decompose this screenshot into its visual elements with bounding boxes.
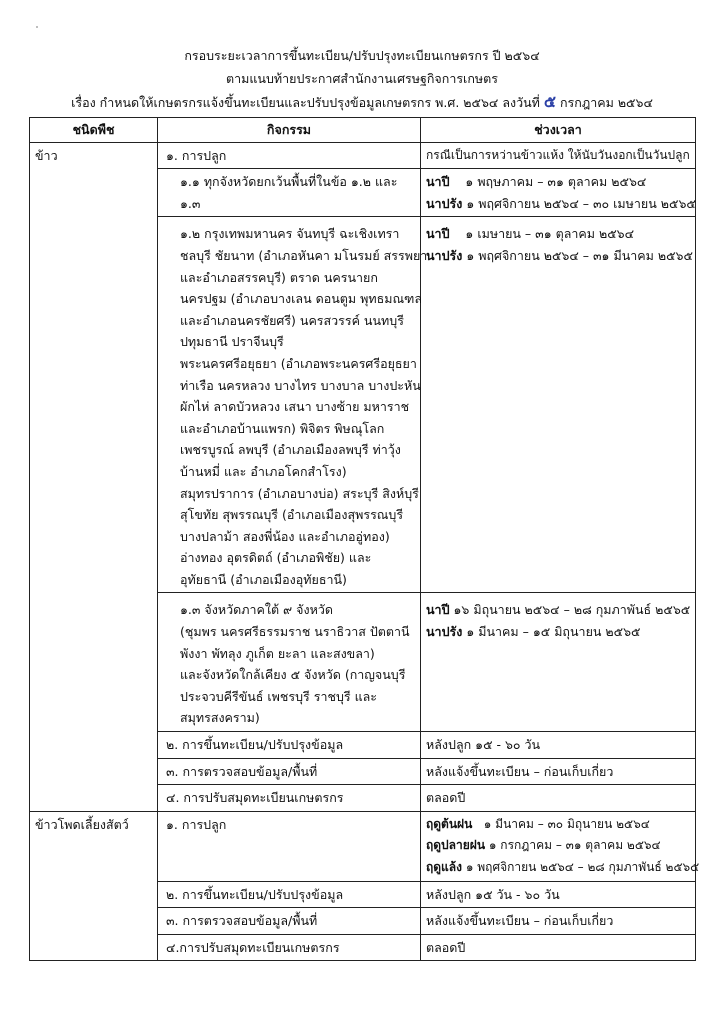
period-zone-2 [421,217,696,593]
activity-planting: ๑. การปลูก [158,811,421,881]
document-header [0,44,724,114]
header-subject-suffix: กรกฎาคม ๒๕๖๔ [559,95,653,110]
season-label: นาปี [426,226,450,242]
activity-register: ๒. การขึ้นทะเบียน/ปรับปรุงข้อมูล [158,881,421,908]
season-label: ฤดูปลายฝน [426,838,486,853]
zone-2-line: ท่าเรือ นครหลวง บางไทร บางบาล บางปะหัน [180,377,421,393]
zone-2-line: สมุทรปราการ (อำเภอบางบ่อ) สระบุรี สิงห์บุรี [180,485,419,501]
zone-3-line: และจังหวัดใกล้เคียง ๕ จังหวัด (กาญจนบุรี [180,667,406,683]
activity-zone-2 [158,217,428,593]
schedule-table [29,117,700,961]
period-register: หลังปลูก ๑๕ วัน - ๖๐ วัน [421,881,696,908]
zone-2-line: และอำเภอสรรคบุรี) ตราด นครนายก [180,269,378,285]
activity-planting: ๑. การปลูก [158,142,421,169]
zone-2-line: และอำเภอบ้านแพรก) พิจิตร พิษณุโลก [180,420,385,436]
period-planting-note: กรณีเป็นการหว่านข้าวแห้ง ให้นับวันงอกเป็นวันปลูก [421,142,696,169]
season-label: ฤดูต้นฝน [426,816,473,831]
zone-2-line: บ้านหมี่ และ อำเภอโคกสำโรง) [180,463,347,479]
col-header-crop: ชนิดพืช [30,118,158,143]
activity-register: ๒. การขึ้นทะเบียน/ปรับปรุงข้อมูล [158,732,421,759]
period-zone-3 [421,593,696,732]
activity-update-book: ๔. การปรับสมุดทะเบียนเกษตรกร [158,785,421,812]
zone-2-line: เพชรบูรณ์ ลพบุรี (อำเภอเมืองลพบุรี ท่าวุ้ง [180,442,401,458]
season-value: ๑๖ มิถุนายน ๒๕๖๔ – ๒๘ กุมภาพันธ์ ๒๕๖๕ [453,602,691,618]
col-header-period: ช่วงเวลา [421,118,696,143]
header-subject-prefix: เรื่อง กำหนดให้เกษตรกรแจ้งขึ้นทะเบียนและปรับปรุงข้อมูลเกษตรกร พ.ศ. ๒๕๖๔ ลงวันที่ [71,95,540,110]
table-row [30,811,696,881]
activity-verify: ๓. การตรวจสอบข้อมูล/พื้นที่ [158,758,421,785]
period-update-book: ตลอดปี [421,785,696,812]
activity-zone-1: ๑.๑ ทุกจังหวัดยกเว้นพื้นที่ในข้อ ๑.๒ และ ๑.๓ [158,169,421,217]
col-header-activity: กิจกรรม [158,118,421,143]
season-value: ๑ เมษายน – ๓๑ ตุลาคม ๒๕๖๔ [465,226,635,242]
crop-corn: ข้าวโพดเลี้ยงสัตว์ [30,811,158,961]
zone-2-line: พระนครศรีอยุธยา (อำเภอพระนครศรีอยุธยา [180,355,417,371]
season-label: นาปรัง [426,624,463,640]
zone-3-line: ๑.๓ จังหวัดภาคใต้ ๙ จังหวัด [180,602,333,618]
season-label: นาปี [426,602,450,618]
season-value: ๑ พฤษภาคม – ๓๑ ตุลาคม ๒๕๖๔ [465,174,647,190]
header-day: ๕ [543,92,556,111]
zone-2-line: บางปลาม้า สองพี่น้อง และอำเภออู่ทอง) [180,528,390,544]
period-verify: หลังแจ้งขึ้นทะเบียน – ก่อนเก็บเกี่ยว [421,908,696,935]
zone-3-line: (ชุมพร นครศรีธรรมราช นราธิวาส ปัตตานี [180,624,410,640]
period-update-book: ตลอดปี [421,934,696,961]
scan-speck [36,26,38,28]
zone-3-line: ประจวบคีรีขันธ์ เพชรบุรี ราชบุรี และ [180,688,378,704]
zone-2-line: สุโขทัย สุพรรณบุรี (อำเภอเมืองสุพรรณบุรี [180,507,404,523]
zone-2-line: และอำเภอนครชัยศรี) นครสวรรค์ นนทบุรี [180,312,404,328]
zone-3-line: พังงา พัทลุง ภูเก็ต ยะลา และสงขลา) [180,645,375,661]
period-zone-1 [421,169,696,217]
season-value: ๑ กรกฎาคม – ๓๑ ตุลาคม ๒๕๖๔ [488,838,661,853]
table-row [30,142,696,169]
header-title: กรอบระยะเวลาการขึ้นทะเบียน/ปรับปรุงทะเบียนเกษตรกร ปี ๒๕๖๔ [184,48,540,63]
zone-2-line: ชลบุรี ชัยนาท (อำเภอหันคา มโนรมย์ สรรพยา [180,247,428,263]
header-subject [0,90,724,114]
zone-2-line: อุทัยธานี (อำเภอเมืองอุทัยธานี) [180,571,347,587]
season-value: ๑ พฤศจิกายน ๒๕๖๔ – ๒๘ กุมภาพันธ์ ๒๕๖๕ [465,860,700,874]
season-label: นาปรัง [426,195,463,211]
season-value: ๑ มีนาคม – ๑๕ มิถุนายน ๒๕๖๕ [466,624,641,640]
zone-2-line: ผักไห่ ลาดบัวหลวง เสนา บางซ้าย มหาราช [180,399,410,415]
zone-2-line: ปทุมธานี ปราจีนบุรี [180,334,284,350]
season-label: ฤดูแล้ง [426,860,463,874]
activity-zone-3 [158,593,421,732]
period-corn-planting [421,811,700,881]
zone-3-line: สมุทรสงคราม) [180,710,260,726]
table-header-row [30,118,696,143]
crop-rice: ข้าว [30,142,158,811]
zone-2-line: นครปฐม (อำเภอบางเลน ดอนตูม พุทธมณฑล [180,291,423,307]
activity-verify: ๓. การตรวจสอบข้อมูล/พื้นที่ [158,908,421,935]
period-register: หลังปลูก ๑๕ - ๖๐ วัน [421,732,696,759]
season-value: ๑ พฤศจิกายน ๒๕๖๔ – ๓๐ เมษายน ๒๕๖๕ [466,195,696,211]
zone-2-line: ๑.๒ กรุงเทพมหานคร จันทบุรี ฉะเชิงเทรา [180,226,400,242]
season-value: ๑ พฤศจิกายน ๒๕๖๔ – ๓๑ มีนาคม ๒๕๖๕ [466,247,693,263]
activity-update-book: ๔.การปรับสมุดทะเบียนเกษตรกร [158,934,421,961]
season-value: ๑ มีนาคม – ๓๐ มิถุนายน ๒๕๖๔ [483,816,650,831]
period-verify: หลังแจ้งขึ้นทะเบียน – ก่อนเก็บเกี่ยว [421,758,696,785]
header-subtitle: ตามแนบท้ายประกาศสำนักงานเศรษฐกิจการเกษตร [226,71,498,86]
zone-2-line: อ่างทอง อุตรดิตถ์ (อำเภอพิชัย) และ [180,550,372,566]
season-label: นาปรัง [426,247,463,263]
season-label: นาปี [426,174,450,190]
